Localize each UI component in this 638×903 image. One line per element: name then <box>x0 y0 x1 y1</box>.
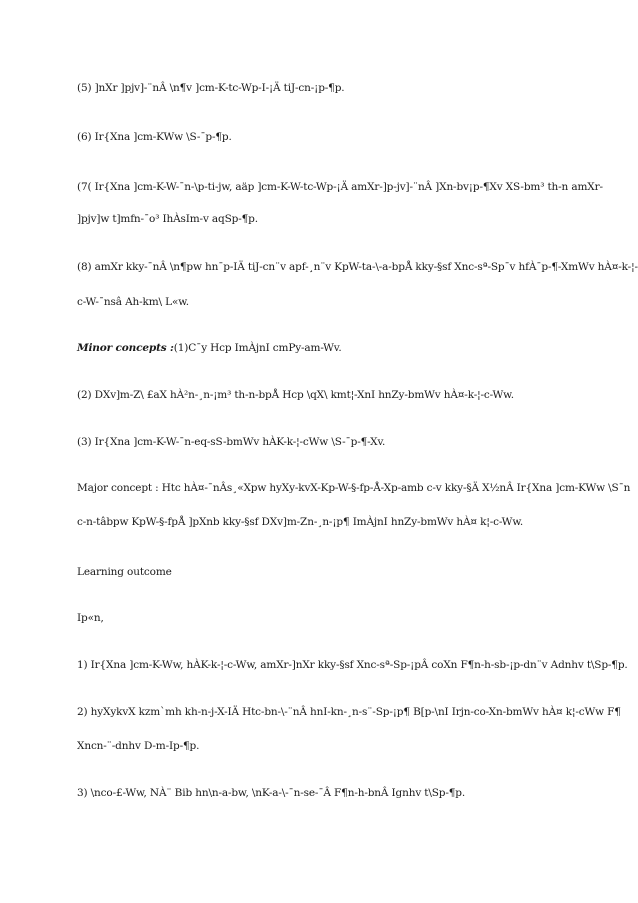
paragraph-line: Ip«n, <box>77 612 104 624</box>
paragraph-line: c-W-¯nsâ Ah-km\ L«w. <box>77 296 189 308</box>
list-item: 1) Ir{Xna ]cm-K-Ww, hÀK-k-¦-c-Ww, amXr-]nXr kky-§sf Xnc-sª-Sp-¡pÂ coXn F¶n-h-sb-¡p-dn¨v Adnhv t\Sp-¶p. <box>77 659 628 671</box>
paragraph-line: (3) Ir{Xna ]cm-K-W-¯n-eq-sS-bmWv hÀK-k-¦-cWw \S-¯p-¶-Xv. <box>77 436 386 448</box>
paragraph-line: ]pjv]w t]mfn-¯o³ IhÀsIm-v aqSp-¶p. <box>77 213 258 225</box>
paragraph-line: (6) Ir{Xna ]cm-KWw \S-¯p-¶p. <box>77 131 232 143</box>
section-heading: Learning outcome <box>77 566 172 578</box>
paragraph-line: (5) ]nXr ]pjv]-¨nÂ \n¶v ]cm-K-tc-Wp-I-¡Ä tiJ-cn-¡p-¶p. <box>77 82 345 94</box>
minor-concepts-text: (1)C¯y Hcp ImÀjnI cmPy-am-Wv. <box>173 342 342 354</box>
paragraph-line: (2) DXv]m-Z\ £aX hÀ²n-¸n-¡m³ th-n-bpÅ Hcp \qX\ kmt¦-XnI hnZy-bmWv hÀ¤-k-¦-c-Ww. <box>77 389 514 401</box>
list-item: 2) hyXykvX kzm`mh kh-n-j-X-IÄ Htc-bn-\-¨nÂ hnI-kn-¸n-s¨-Sp-¡p¶ B[p-\nI Irjn-co-Xn-bmWv hÀ¤ k¦-cWw F¶ <box>77 706 621 718</box>
minor-concepts-line <box>77 341 577 355</box>
major-concept-line: Major concept : Htc hÀ¤-¯nÂs¸«Xpw hyXy-kvX-Kp-W-§-fp-Å-Xp-amb c-v kky-§Ä X½nÂ Ir{Xna ]cm-KWw \S¯n <box>77 482 631 494</box>
minor-concepts-label: Minor concepts : <box>77 342 174 354</box>
list-item: 3) \nco-£-Ww, NÀ¨ Bib hn\n-a-bw, \nK-a-\-¯n-se-¯Â F¶n-h-bnÂ Ignhv t\Sp-¶p. <box>77 787 466 799</box>
paragraph-line: (7( Ir{Xna ]cm-K-W-¯n-\p-ti-jw, aäp ]cm-K-W-tc-Wp-¡Ä amXr-]p-jv]-¨nÂ ]Xn-bv¡p-¶Xv XS-bm³ th-n amXr- <box>77 181 603 193</box>
paragraph-line: (8) amXr kky-¯nÂ \n¶pw hn¯p-IÄ tiJ-cn¨v apf-¸n¨v KpW-ta-\-a-bpÅ kky-§sf Xnc-sª-Sp¯v hfÀ¯p-¶-XmWv hÀ¤-k-¦- <box>77 261 638 273</box>
paragraph-line: c-n-tâbpw KpW-§-fpÅ ]pXnb kky-§sf DXv]m-Zn-¸n-¡p¶ ImÀjnI hnZy-bmWv hÀ¤ k¦-c-Ww. <box>77 516 524 528</box>
paragraph-line: Xncn-¨-dnhv D-m-Ip-¶p. <box>77 740 200 752</box>
